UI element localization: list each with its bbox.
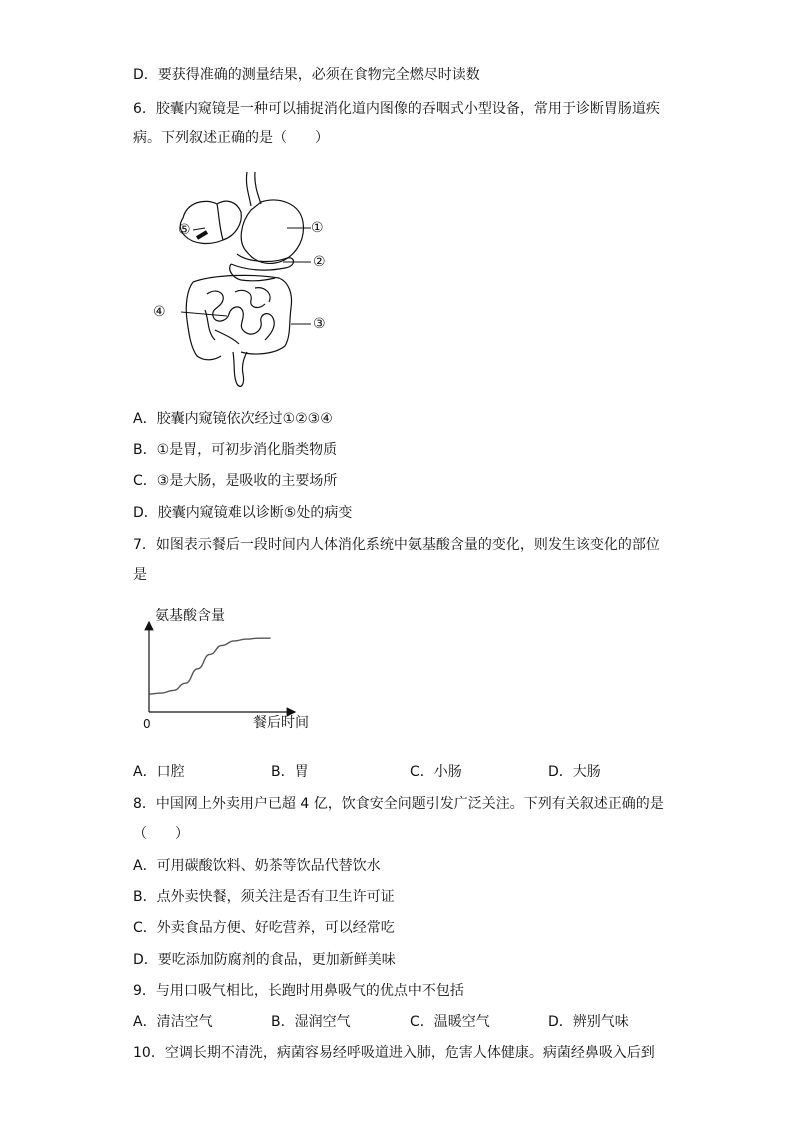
q5-option-d: D．要获得准确的测量结果，必须在食物完全燃尽时读数	[133, 67, 480, 83]
x-axis-label: 餐后时间	[253, 715, 309, 731]
y-axis-label: 氨基酸含量	[155, 608, 225, 624]
series-line-0	[149, 638, 271, 694]
amino-acid-chart	[135, 602, 320, 737]
q8-option-b: B．点外卖快餐，须关注是否有卫生许可证	[133, 889, 395, 905]
q7-option-d: D．大肠	[548, 764, 601, 780]
q9-option-a: A．清洁空气	[133, 1014, 213, 1030]
q10-stem-line1: 10．空调长期不清洗，病菌容易经呼吸道进入肺，危害人体健康。病菌经鼻吸入后到	[133, 1045, 655, 1061]
q8-option-a: A．可用碳酸饮料、奶茶等饮品代替饮水	[133, 858, 381, 874]
q9-stem: 9．与用口吸气相比，长跑时用鼻吸气的优点中不包括	[133, 983, 464, 999]
figure-label-1: ①	[311, 220, 324, 236]
q9-option-b: B．湿润空气	[271, 1014, 351, 1030]
q8-option-c: C．外卖食品方便、好吃营养，可以经常吃	[133, 920, 395, 936]
q6-stem-line1: 6．胶囊内窥镜是一种可以捕捉消化道内图像的吞咽式小型设备，常用于诊断胃肠道疾	[133, 101, 660, 117]
q7-option-a: A．口腔	[133, 764, 185, 780]
q6-stem-line2: 病。下列叙述正确的是（ ）	[133, 130, 329, 146]
q6-option-a: A．胶囊内窥镜依次经过①②③④	[133, 411, 333, 427]
q7-stem-line2: 是	[133, 567, 147, 583]
figure-label-4: ④	[153, 304, 166, 320]
q8-option-d: D．要吃添加防腐剂的食品，更加新鲜美味	[133, 952, 396, 968]
q7-option-b: B．胃	[271, 764, 309, 780]
figure-label-3: ③	[313, 316, 326, 332]
q8-stem-line2: （ ）	[133, 826, 189, 842]
q6-option-d: D．胶囊内窥镜难以诊断⑤处的病变	[133, 505, 353, 521]
q7-stem-line1: 7．如图表示餐后一段时间内人体消化系统中氨基酸含量的变化，则发生该变化的部位	[133, 537, 660, 553]
digestive-system-figure	[175, 170, 335, 390]
q8-stem-line1: 8．中国网上外卖用户已超 4 亿，饮食安全问题引发广泛关注。下列有关叙述正确的是	[133, 796, 664, 812]
origin-label: 0	[143, 717, 151, 731]
figure-label-5: ⑤	[178, 222, 191, 238]
q7-option-c: C．小肠	[410, 764, 462, 780]
figure-label-2: ②	[313, 254, 326, 270]
q9-option-d: D．辨别气味	[548, 1014, 629, 1030]
q6-option-b: B．①是胃，可初步消化脂类物质	[133, 442, 338, 458]
q9-option-c: C．温暖空气	[410, 1014, 490, 1030]
q6-option-c: C．③是大肠，是吸收的主要场所	[133, 473, 338, 489]
